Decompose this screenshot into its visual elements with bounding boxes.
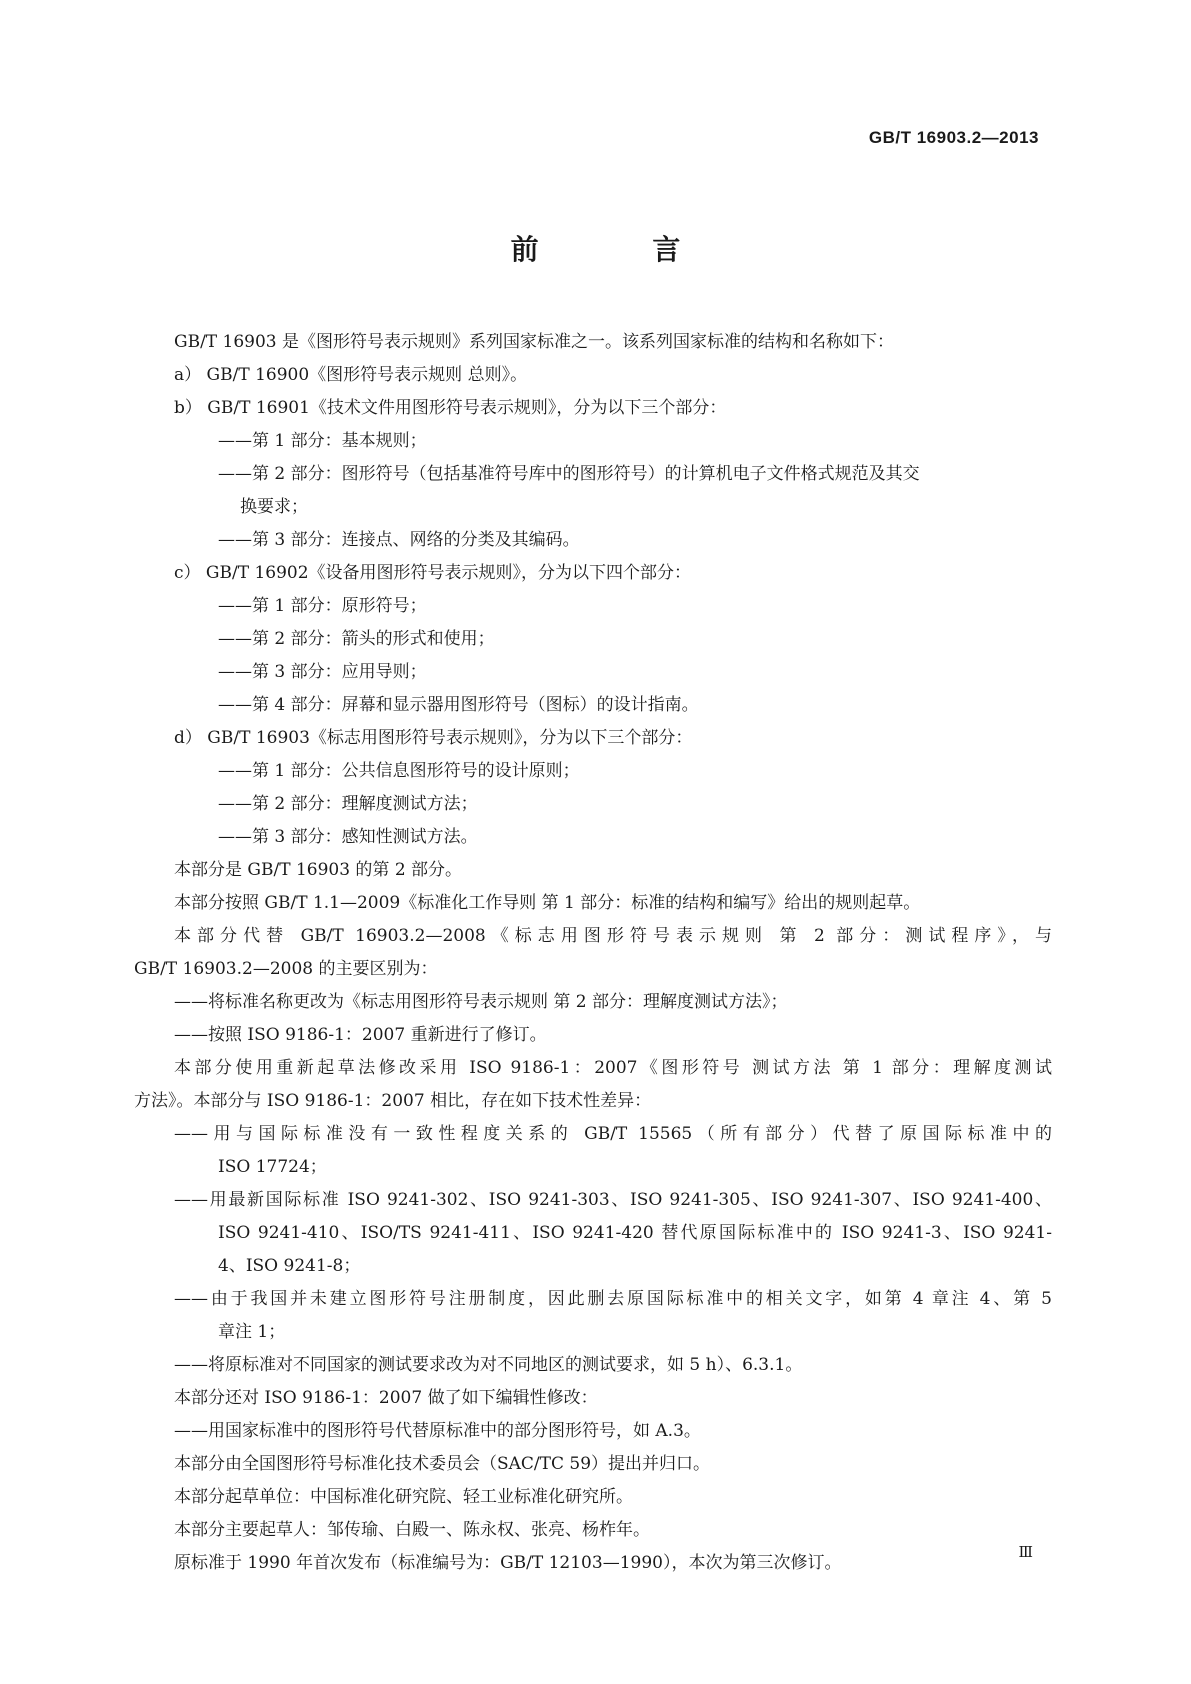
text-line: ——用与国际标准没有一致性程度关系的 GB/T 15565（所有部分）代替了原国际标准中的 (174, 1124, 1052, 1144)
text-line: 方法》。本部分与 ISO 9186-1：2007 相比，存在如下技术性差异： (134, 1091, 652, 1111)
text-line: GB/T 16903.2—2008 的主要区别为： (134, 959, 438, 979)
text-line: ISO 9241-410、ISO/TS 9241-411、ISO 9241-420 替代原国际标准中的 ISO 9241-3、ISO 9241- (218, 1223, 1052, 1243)
page-number: Ⅲ (1018, 1543, 1033, 1561)
text-line: 本部分使用重新起草法修改采用 ISO 9186-1：2007《图形符号 测试方法 第 1 部分：理解度测试 (174, 1058, 1052, 1078)
text-line: ISO 17724； (218, 1157, 327, 1177)
text-line: d） GB/T 16903《标志用图形符号表示规则》，分为以下三个部分： (174, 728, 693, 748)
text-line: 本部分起草单位：中国标准化研究院、轻工业标准化研究所。 (174, 1487, 633, 1507)
text-line: GB/T 16903 是《图形符号表示规则》系列国家标准之一。该系列国家标准的结构和名称如下： (174, 332, 895, 352)
text-line: 本部分按照 GB/T 1.1—2009《标准化工作导则 第 1 部分：标准的结构和编写》给出的规则起草。 (174, 893, 921, 913)
text-line: b） GB/T 16901《技术文件用图形符号表示规则》，分为以下三个部分： (174, 398, 727, 418)
text-line: 本部分由全国图形符号标准化技术委员会（SAC/TC 59）提出并归口。 (174, 1454, 711, 1474)
text-line: a） GB/T 16900《图形符号表示规则 总则》。 (174, 365, 528, 385)
text-line: ——第 3 部分：感知性测试方法。 (218, 827, 478, 847)
text-line: ——按照 ISO 9186-1：2007 重新进行了修订。 (174, 1025, 547, 1045)
standard-number: GB/T 16903.2—2013 (868, 128, 1039, 147)
text-line: ——第 3 部分：连接点、网络的分类及其编码。 (218, 530, 580, 550)
text-line: 换要求； (240, 497, 308, 517)
text-line: ——第 2 部分：理解度测试方法； (218, 794, 478, 814)
text-line: 4、ISO 9241-8； (218, 1256, 361, 1276)
text-line: ——由于我国并未建立图形符号注册制度，因此删去原国际标准中的相关文字，如第 4 章注 4、第 5 (174, 1289, 1052, 1309)
foreword-body (134, 326, 1052, 1580)
text-line: ——第 2 部分：箭头的形式和使用； (218, 629, 495, 649)
text-line: 本部分代替 GB/T 16903.2—2008《标志用图形符号表示规则 第 2 部分：测试程序》，与 (174, 926, 1052, 946)
text-line: ——第 3 部分：应用导则； (218, 662, 427, 682)
text-line: 本部分主要起草人：邹传瑜、白殿一、陈永权、张亮、杨柞年。 (174, 1520, 650, 1540)
text-line: ——将原标准对不同国家的测试要求改为对不同地区的测试要求，如 5 h）、6.3.1。 (174, 1355, 803, 1375)
text-line: 本部分还对 ISO 9186-1：2007 做了如下编辑性修改： (174, 1388, 598, 1408)
text-line: c） GB/T 16902《设备用图形符号表示规则》，分为以下四个部分： (174, 563, 692, 583)
text-line: 章注 1； (218, 1322, 286, 1342)
page-title: 前 言 (510, 233, 733, 266)
text-line: ——第 1 部分：原形符号； (218, 596, 427, 616)
text-line: ——第 4 部分：屏幕和显示器用图形符号（图标）的设计指南。 (218, 695, 699, 715)
text-line: 原标准于 1990 年首次发布（标准编号为：GB/T 12103—1990），本次为第三次修订。 (174, 1553, 842, 1573)
text-line: ——用最新国际标准 ISO 9241-302、ISO 9241-303、ISO 9241-305、ISO 9241-307、ISO 9241-400、 (174, 1190, 1052, 1210)
text-line: ——第 1 部分：公共信息图形符号的设计原则； (218, 761, 580, 781)
text-line: ——将标准名称更改为《标志用图形符号表示规则 第 2 部分：理解度测试方法》； (174, 992, 788, 1012)
text-line: 本部分是 GB/T 16903 的第 2 部分。 (174, 860, 463, 880)
text-line: ——第 2 部分：图形符号（包括基准符号库中的图形符号）的计算机电子文件格式规范及其交 (218, 464, 920, 484)
text-line: ——用国家标准中的图形符号代替原标准中的部分图形符号，如 A.3。 (174, 1421, 701, 1441)
text-line: ——第 1 部分：基本规则； (218, 431, 427, 451)
